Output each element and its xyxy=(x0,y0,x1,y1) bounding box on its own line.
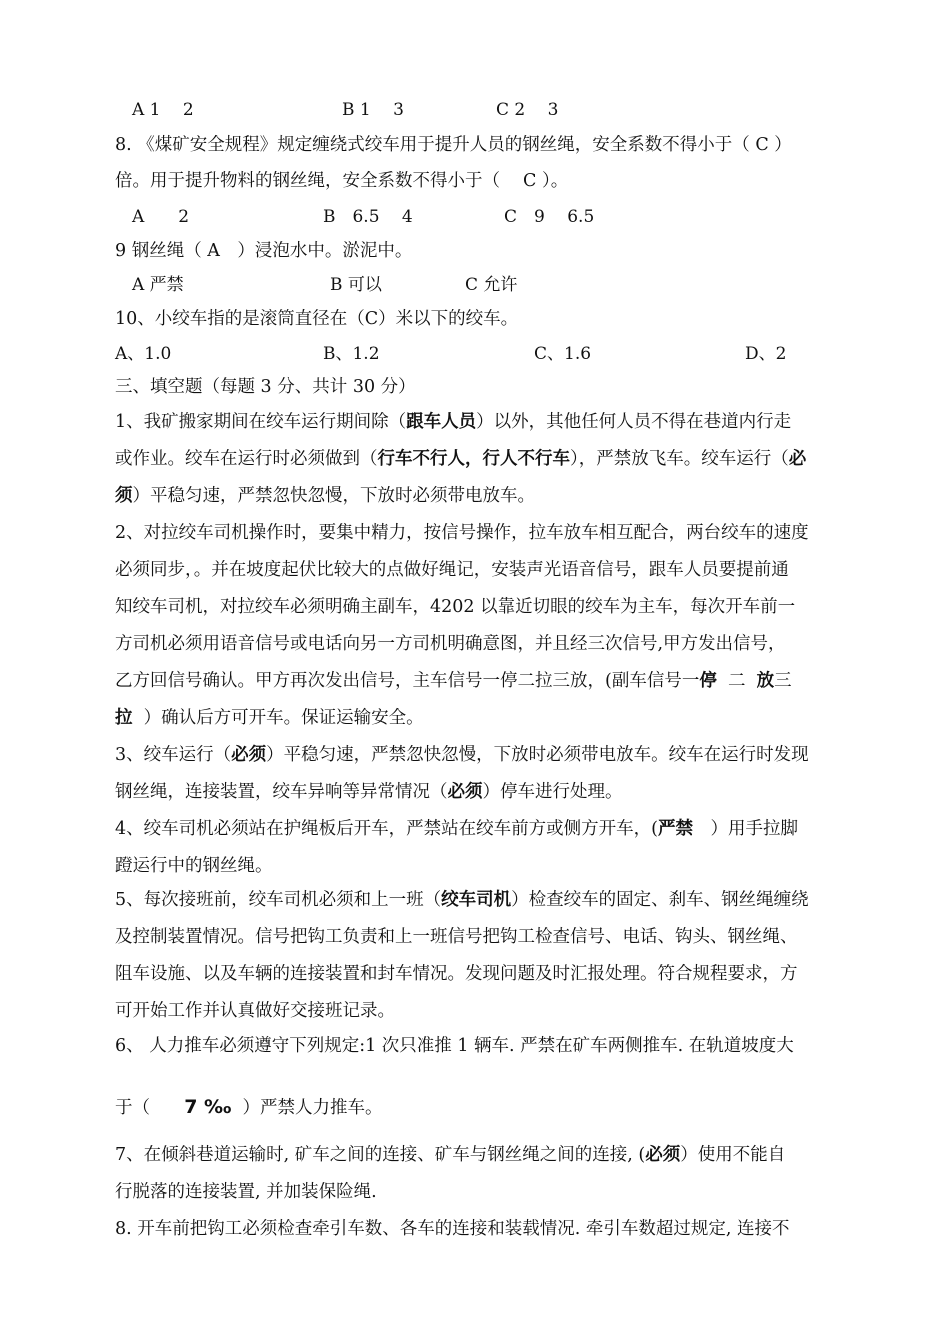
f5-line-3: 阻车设施、以及车辆的连接装置和封车情况。发现问题及时汇报处理。符合规程要求，方 xyxy=(115,964,798,984)
f1-line-2 xyxy=(115,448,806,470)
f8-line-1: 8. 开车前把钩工必须检查牵引车数、各车的连接和装载情况. 牵引车数超过规定, 连接不 xyxy=(115,1219,790,1239)
text: ）用手拉脚 xyxy=(692,819,798,839)
f1-line-1 xyxy=(115,411,791,433)
f5-line-2: 及控制装置情况。信号把钩工负责和上一班信号把钩工检查信号、电话、钩头、钢丝绳、 xyxy=(115,927,798,947)
f4-line-1 xyxy=(115,818,798,840)
f7-line-2: 行脱落的连接装置, 并加装保险绳. xyxy=(115,1182,377,1202)
f5-line-4: 可开始工作并认真做好交接班记录。 xyxy=(115,1001,395,1021)
q8-option-a: A 2 xyxy=(132,207,190,227)
answer: 放 xyxy=(756,671,775,691)
f1-line-3 xyxy=(115,485,535,507)
answer: 须 xyxy=(115,486,133,506)
answer: 绞车司机 xyxy=(441,890,512,910)
q8-option-c: C 9 6.5 xyxy=(504,207,595,227)
text: ）平稳匀速，严禁忽快忽慢，下放时必须带电放车。绞车在运行时发现 xyxy=(266,745,809,765)
answer: 跟车人员 xyxy=(406,412,477,432)
answer: 行车不行人，行人不行车 xyxy=(377,449,570,469)
text: ）平稳匀速，严禁忽快忽慢，下放时必须带电放车。 xyxy=(132,486,535,506)
q10-option-a: A、1.0 xyxy=(115,344,172,364)
f2-line-6 xyxy=(115,707,424,729)
text: 三 xyxy=(774,671,792,691)
text: ）确认后方可开车。保证运输安全。 xyxy=(143,708,424,728)
text: ）检查绞车的固定、刹车、钢丝绳缠绕 xyxy=(511,890,809,910)
f2-line-3: 知绞车司机，对拉绞车必须明确主副车，4202 以靠近切眼的绞车为主车，每次开车前一 xyxy=(115,597,796,617)
q7-option-a: A 1 2 xyxy=(132,100,194,120)
text: ）使用不能自 xyxy=(680,1145,786,1165)
section-title: 三、填空题（每题 3 分、共计 30 分） xyxy=(115,377,416,397)
f2-line-2: 必须同步，。并在坡度起伏比较大的点做好绳记，安装声光语音信号，跟车人员要提前通 xyxy=(115,560,789,580)
text: ）以外，其他任何人员不得在巷道内行走 xyxy=(476,412,792,432)
f3-line-1 xyxy=(115,744,809,766)
answer: 必 xyxy=(788,449,807,469)
f6-line-1: 6、 人力推车必须遵守下列规定:1 次只准推 1 辆车. 严禁在矿车两侧推车. 在轨道坡度大 xyxy=(115,1036,794,1056)
text: 1、我矿搬家期间在绞车运行期间除（ xyxy=(115,412,407,432)
f4-line-2: 蹬运行中的钢丝绳。 xyxy=(115,856,273,876)
f2-line-5 xyxy=(115,670,792,692)
text: 4、绞车司机必须站在护绳板后开车，严禁站在绞车前方或侧方开车，( xyxy=(115,819,658,839)
q10-option-b: B、1.2 xyxy=(323,344,380,364)
f3-line-2 xyxy=(115,781,623,803)
text: 3、绞车运行（ xyxy=(115,745,232,765)
answer: 必须 xyxy=(231,745,267,765)
q9-option-c: C 允许 xyxy=(465,275,518,295)
text: 7、在倾斜巷道运输时, 矿车之间的连接、矿车与钢丝绳之间的连接, ( xyxy=(115,1145,646,1165)
text: 二 xyxy=(727,671,746,691)
q7-option-c: C 2 3 xyxy=(496,100,559,120)
q10-option-d: D、2 xyxy=(745,344,787,364)
q8-line-1: 8. 《煤矿安全规程》规定缠绕式绞车用于提升人员的钢丝绳，安全系数不得小于（ C ） xyxy=(115,135,792,155)
text: 于（ xyxy=(115,1098,168,1118)
answer: 7 ‰ xyxy=(184,1096,232,1118)
answer: 必须 xyxy=(447,782,483,802)
text: ），严禁放飞车。绞车运行（ xyxy=(570,449,789,469)
answer: 必须 xyxy=(645,1145,681,1165)
f2-line-4: 方司机必须用语音信号或电话向另一方司机明确意图，并且经三次信号,甲方发出信号， xyxy=(115,634,786,654)
text: 或作业。绞车在运行时必须做到（ xyxy=(115,449,378,469)
text: ）严禁人力推车。 xyxy=(242,1098,383,1118)
f6-line-2 xyxy=(115,1096,383,1119)
q8-option-b: B 6.5 4 xyxy=(323,207,413,227)
answer: 严禁 xyxy=(657,819,693,839)
q10-option-c: C、1.6 xyxy=(534,344,592,364)
q7-option-b: B 1 3 xyxy=(342,100,404,120)
answer: 停 xyxy=(699,671,717,691)
text: 5、每次接班前，绞车司机必须和上一班（ xyxy=(115,890,442,910)
f5-line-1 xyxy=(115,889,809,911)
q8-line-2: 倍。用于提升物料的钢丝绳，安全系数不得小于（ C ）。 xyxy=(115,171,569,191)
text: ）停车进行处理。 xyxy=(482,782,623,802)
q9-option-a: A 严禁 xyxy=(132,275,184,295)
q10-line-1: 10、小绞车指的是滚筒直径在（C）米以下的绞车。 xyxy=(115,309,519,329)
text: 钢丝绳，连接装置，绞车异响等异常情况（ xyxy=(115,782,448,802)
q9-option-b: B 可以 xyxy=(330,275,382,295)
f2-line-1: 2、对拉绞车司机操作时，要集中精力，按信号操作，拉车放车相互配合，两台绞车的速度 xyxy=(115,523,809,543)
f7-line-1 xyxy=(115,1144,785,1166)
answer: 拉 xyxy=(115,708,133,728)
q9-line-1: 9 钢丝绳（ A ）浸泡水中。淤泥中。 xyxy=(115,241,413,261)
text: 乙方回信号确认。甲方再次发出信号，主车信号一停二拉三放，(副车信号一 xyxy=(115,671,700,691)
